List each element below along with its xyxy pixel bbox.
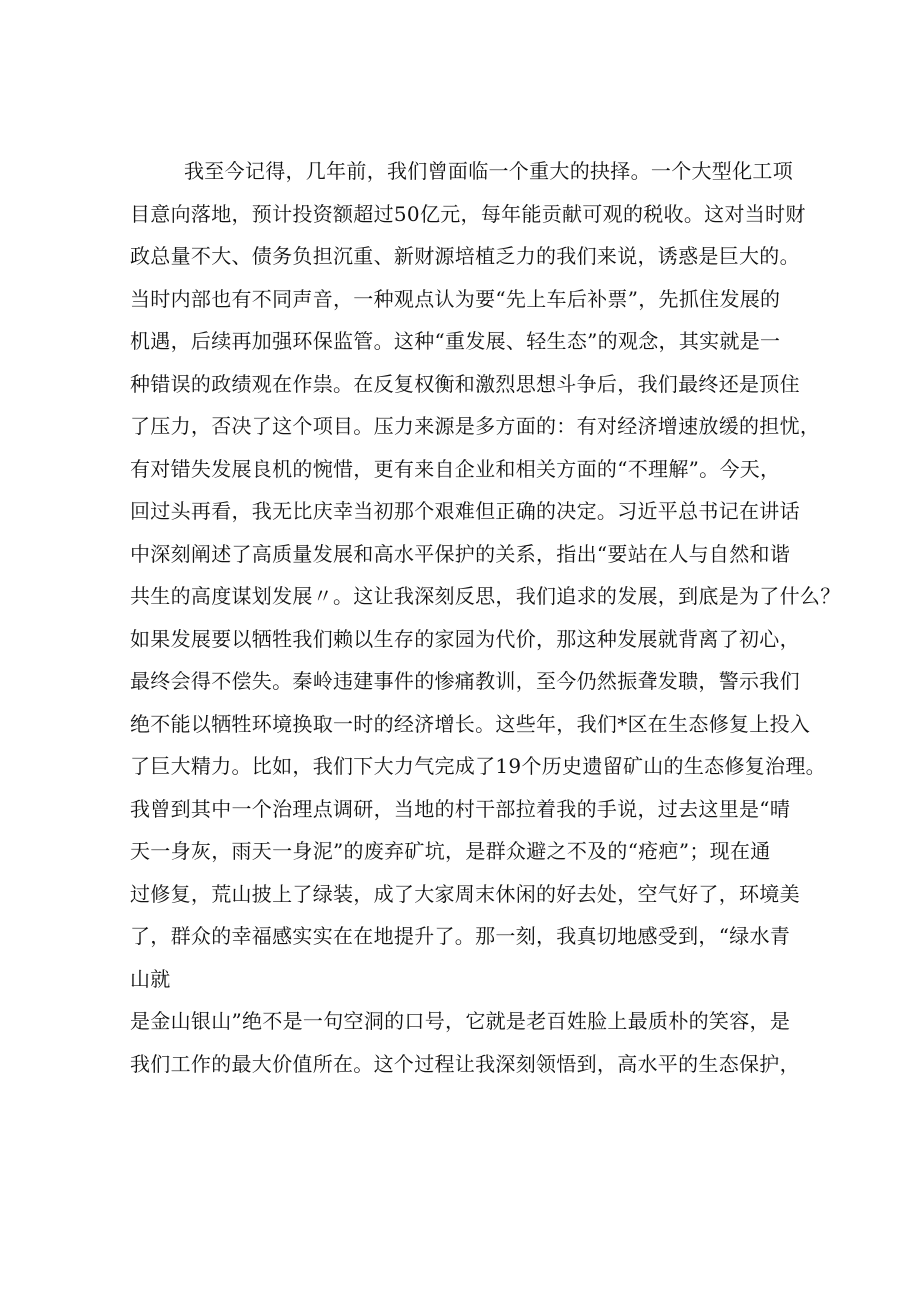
text-line-5: 机遇，后续再加强环保监管。这种“重发展、轻生态”的观念，其实就是一 [130,329,781,353]
text-line-3: 政总量不大、债务负担沉重、新财源培植乏力的我们来说，诱惑是巨大的。 [130,244,800,268]
body-paragraph [130,150,841,1085]
text-line-9: 回过头再看，我无比庆幸当初那个艰难但正确的决定。习近平总书记在讲话 [130,499,800,523]
text-line-4: 当时内部也有不同声音，一种观点认为要“先上车后补票”，先抓住发展的 [130,286,781,311]
text-line-22: 我们工作的最大价值所在。这个过程让我深刻领悟到，高水平的生态保护， [130,1051,800,1076]
text-line-14: 绝不能以牺牲环境换取一时的经济增长。这些年，我们*区在生态修复上投入 [130,711,811,736]
text-line-10: 中深刻阐述了高质量发展和高水平保护的关系，指出“要站在人与自然和谐 [130,541,791,566]
text-line-11: 共生的高度谋划发展〃。这让我深刻反思，我们追求的发展，到底是为了什么？ [130,584,841,608]
text-line-12: 如果发展要以牺牲我们赖以生存的家园为代价，那这种发展就背离了初心， [130,626,800,651]
text-line-6: 种错误的政绩观在作祟。在反复权衡和激烈思想斗争后，我们最终还是顶住 [130,371,800,396]
text-line-20: 山就 [130,966,171,991]
text-line-17: 天一身灰，雨天一身泥”的废弃矿坑，是群众避之不及的“疮疤”；现在通 [130,839,771,863]
text-line-7: 了压力，否决了这个项目。压力来源是多方面的：有对经济增速放缓的担忧， [130,414,821,438]
text-line-19: 了，群众的幸福感实实在在地提升了。那一刻，我真切地感受到，“绿水青 [130,924,791,948]
text-line-1: 我至今记得，几年前，我们曾面临一个重大的抉择。一个大型化工项 [184,159,793,183]
text-line-15: 了巨大精力。比如，我们下大力气完成了19个历史遗留矿山的生态修复治理。 [130,754,826,778]
text-line-13: 最终会得不偿失。秦岭违建事件的惨痛教训，至今仍然振聋发聩，警示我们 [130,669,800,693]
text-line-18: 过修复，荒山披上了绿装，成了大家周末休闲的好去处，空气好了，环境美 [130,881,800,906]
text-line-21: 是金山银山”绝不是一句空洞的口号，它就是老百姓脸上最质朴的笑容，是 [130,1009,791,1033]
text-line-2: 目意向落地，预计投资额超过50亿元，每年能贡献可观的税收。这对当时财 [130,201,806,226]
text-line-16: 我曾到其中一个治理点调研，当地的村干部拉着我的手说，过去这里是“晴 [130,796,791,821]
text-line-8: 有对错失发展良机的惋惜，更有来自企业和相关方面的“不理解”。今天， [130,456,781,481]
